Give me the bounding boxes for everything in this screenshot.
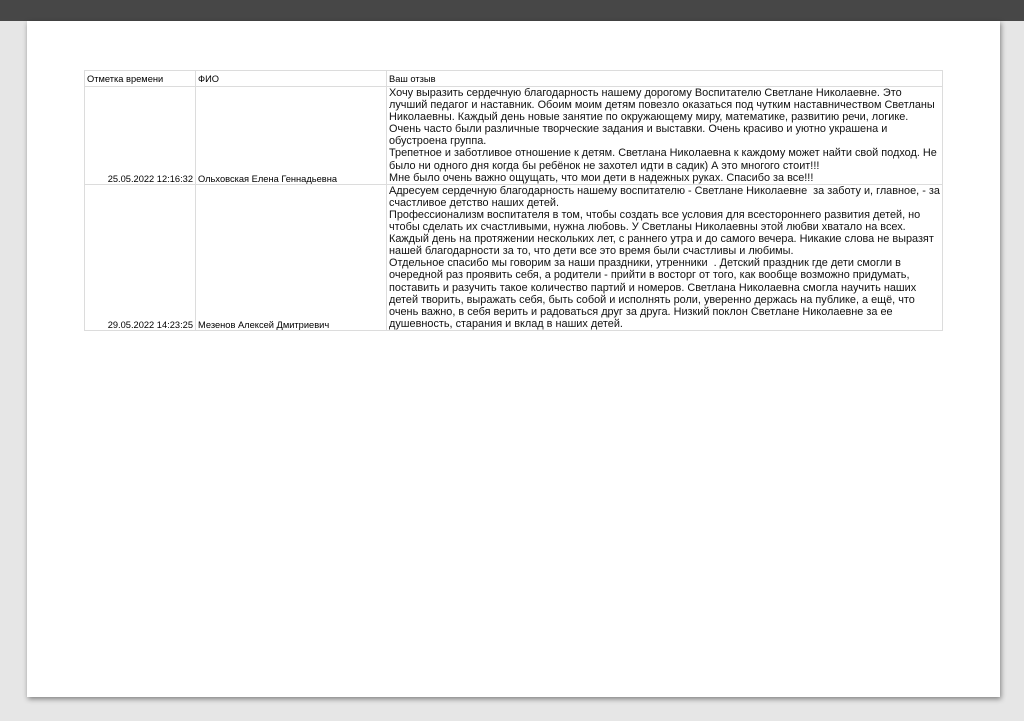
column-header-name: ФИО — [196, 71, 387, 87]
review-cell: Хочу выразить сердечную благодарность нашему дорогому Воспитателю Светлане Николаевне. Это лучший педагог и наставник. Обоим моим детям повезло оказаться под чутким наставничеством Светланы Николаевны. Каждый день новые занятие по окружающему миру, математике, развитию речи, логике. Очень часто были различные творческие задания и выставки. Очень красиво и уютно украшена и обустроена группа. Трепетное и заботливое отношение к детям. Светлана Николаевна к каждому может найти свой подход. Не было ни одного дня когда бы ребёнок не захотел идти в садик) А это многого стоит!!! Мне было очень важно ощущать, что мои дети в надежных руках. Спасибо за все!!! — [387, 87, 943, 185]
timestamp-cell: 25.05.2022 12:16:32 — [85, 87, 196, 185]
review-cell: Адресуем сердечную благодарность нашему воспитателю - Светлане Николаевне за заботу и, главное, - за счастливое детство наших детей. Профессионализм воспитателя в том, чтобы создать все условия для всестороннего развития детей, но чтобы сделать их счастливыми, нужна любовь. У Светланы Николаевны этой любви хватало на всех. Каждый день на протяжении нескольких лет, с раннего утра и до самого вечера. Никакие слова не выразят нашей благодарности за то, что дети все это время были счастливы и любимы. Отдельное спасибо мы говорим за наши праздники, утренники . Детский праздник где дети смогли в очередной раз проявить себя, а родители - прийти в восторг от того, как вообще возможно придумать, поставить и разучить такое количество партий и номеров. Светлана Николаевна смогла научить наших детей творить, выражать себя, быть собой и исполнять роли, уверенно держась на публике, а ещё, что очень важно, в себя верить и радоваться друг за друга. Низкий поклон Светлане Николаевне за ее душевность, старания и вклад в наших детей. — [387, 184, 943, 330]
table-row — [85, 184, 943, 330]
column-header-timestamp: Отметка времени — [85, 71, 196, 87]
timestamp-cell: 29.05.2022 14:23:25 — [85, 184, 196, 330]
column-header-review: Ваш отзыв — [387, 71, 943, 87]
table-row — [85, 87, 943, 185]
header-row — [85, 71, 943, 87]
name-cell: Ольховская Елена Геннадьевна — [196, 87, 387, 185]
document-page — [27, 21, 1000, 697]
name-cell: Мезенов Алексей Дмитриевич — [196, 184, 387, 330]
responses-table — [84, 70, 943, 331]
viewer-toolbar — [0, 0, 1024, 21]
